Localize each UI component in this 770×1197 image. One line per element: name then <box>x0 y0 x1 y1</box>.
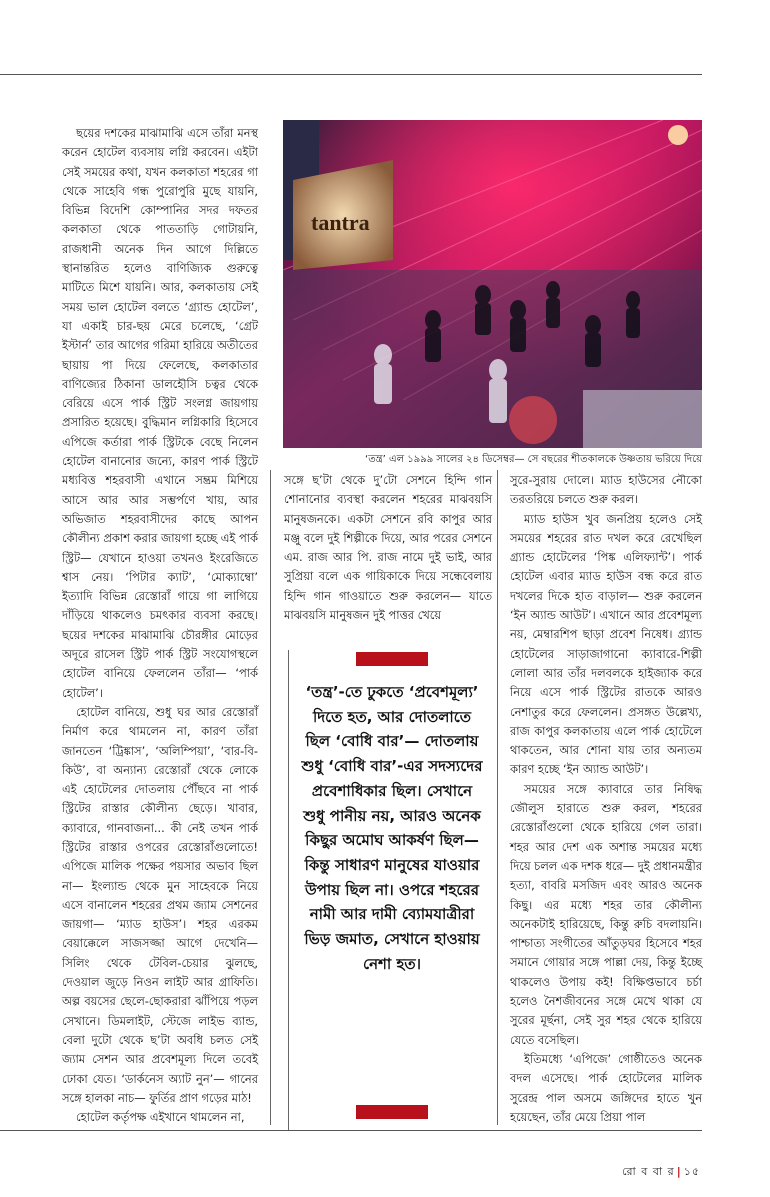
paragraph: হোটেল কর্তৃপক্ষ এইখানে থামলেন না, <box>76 1110 245 1125</box>
paragraph: সময়ের সঙ্গে ক্যাবারে তার নিষিদ্ধ জৌলুস হারাতে শুরু করল, শহরের রেস্তোরাঁগুলো থেকে হারিয়ে গেল তারা। শহর আর দেশ এক অশান্ত সময়ের মধ্যে দিয়ে চলল এক দশক ধরে— দুই প্রধানমন্ত্রীর হত্যা, বাবরি মসজিদ এবং আরও অনেক কিছু। এর মধ্যে শহর তার কৌলীন্য অনেকটাই হারিয়েছে, কিন্তু রুচি বদলায়নি। পাশ্চাত্য সংগীতের আঁতুড়ঘর হিসেবে শহর সমানে গোয়ার সঙ্গে পাল্লা দেয়, কিন্তু ইচ্ছে থাকলেও উপায় কই! বিক্ষিপ্তভাবে চর্চা হলেও নৈশজীবনের সঙ্গে মেখে থাকা যে সুরের মূর্ছনা, সেই সুর শহর থেকে হারিয়ে যেতে বসেছিল। <box>510 781 702 1047</box>
article-column-3 <box>510 471 702 1127</box>
page-number: ১৫ <box>683 1165 700 1178</box>
paragraph: সঙ্গে ছ’টা থেকে দু’টো সেশনে হিন্দি গান শোনানোর ব্যবস্থা করলেন শহরের মাঝবয়সি মানুষজনকে। একটা সেশনে রবি কাপুর আর মঞ্জু বলে দুই শিল্পীকে দিয়ে, আর পরের সেশনে এম. রাজ আর পি. রাজ নামে দুই ভাই, আর সুপ্রিয়া বলে এক গায়িকাকে দিয়ে সন্ধেবেলায় হিন্দি গান গাওয়াতে শুরু করলেন— যাতে মাঝবয়সি মানুষজন দুই পাত্তর খেয়ে <box>284 473 492 623</box>
photo-caption: ‘তন্ত্র’ এল ১৯৯৯ সালের ২৪ ডিসেম্বর— সে বছরের শীতকালকে উষ্ণতায় ভরিয়ে দিয়ে <box>365 454 702 465</box>
magazine-name: রো ব বা র <box>622 1165 675 1178</box>
footer-separator: | <box>676 1165 682 1178</box>
column-divider <box>270 470 271 1125</box>
paragraph: সুরে-সুরায় দোলে। ম্যাড হাউসের নৌকো তরতরিয়ে চলতে শুরু করল। <box>510 473 702 507</box>
tantra-sign: tantra <box>311 210 370 235</box>
paragraph: হোটেল বানিয়ে, শুধু ঘর আর রেস্তোরাঁ নির্মাণ করে থামলেন না, কারণ তাঁরা জানতেন ‘ট্রিঙ্কাস’, ‘অলিম্পিয়া’, ‘বার-বি-কিউ’, বা অন্যান্য রেস্তোরাঁ থেকে লোকে এই হোটেলের দোতলায় পৌঁছবে না পার্ক স্ট্রিটের রাস্তার কৌলীন্য ছেড়ে। খাবার, ক্যাবারে, গানবাজনা... কী নেই তখন পার্ক স্ট্রিটের রাস্তার ওপরের রেস্তোরাঁগুলোতে! এপিজে মালিক পক্ষের পয়সার অভাব ছিল না— ইংল্যান্ড থেকে মুন সাহেবকে নিয়ে এসে বানালেন শহরের প্রথম জ্যাম সেশনের জায়গা— ‘ম্যাড হাউস’। শহর এরকম বেয়াক্কেলে সাজসজ্জা আগে দেখেনি— সিলিং থেকে টেবিল-চেয়ার ঝুলছে, দেওয়াল জুড়ে নিওন লাইট আর গ্রাফিতি। অল্প বয়সের ছেলে-ছোকরারা ঝাঁপিয়ে পড়ল সেখানে। ডিমলাইট, স্টেজে লাইভ ব্যান্ড, বেলা দুটো থেকে ছ’টা অবধি চলত সেই জ্যাম সেশন আর প্রবেশমূল্য দিলে তবেই ঢোকা যেত। ‘ডার্কনেস অ্যাট নুন’— গানের সঙ্গে হালকা নাচ— ফুর্তির প্রাণ গড়ের মাঠ! <box>62 704 258 1105</box>
pullquote-top-bar <box>356 652 428 666</box>
paragraph: ছয়ের দশকের মাঝামাঝি এসে তাঁরা মনস্থ করেন হোটেল ব্যবসায় লগ্নি করবেন। এইটা সেই সময়ের কথা, যখন কলকাতা শহরের গা থেকে সাহেবি গন্ধ পুরোপুরি মুছে যায়নি, বিভিন্ন বিদেশি কোম্পানির সদর দফতর কলকাতা থেকে পাততাড়ি গোটায়নি, রাজধানী অনেক দিন আগে দিল্লিতে স্থানান্তরিত হলেও বাণিজ্যিক গুরুত্বে মাটিতে মিশে যায়নি। আর, কলকাতায় সেই সময় ভাল হোটেল বলতে ‘গ্র্যান্ড হোটেল’, যা একাই চার-ছয় মেরে চলেছে, ‘গ্রেট ইস্টার্ন’ তার আগের গরিমা হারিয়ে অতীতের ছায়ায় পা দিয়ে ফেলেছে, কলকাতার বাণিজ্যের ঠিকানা ডালহৌসি চত্বর থেকে বেরিয়ে এসে পার্ক স্ট্রিট সংলগ্ন জায়গায় প্রসারিত হয়েছে। বুদ্ধিমান লগ্নিকারি হিসেবে এপিজে কর্তারা পার্ক স্ট্রিটকে বেছে নিলেন হোটেল বানানোর জন্যে, কারণ পার্ক স্ট্রিটে মধ্যবিত্ত শহরবাসী এখানে সম্ভ্রম মিশিয়ে আসে আর আর সম্ভর্পণে খায়, আর অভিজাত শহরবাসীদের কাছে আপন কৌলীন্য প্রকাশ করার জায়গা হচ্ছে এই পার্ক স্ট্রিট— যেখানে হাওয়া তখনও ইংরেজিতে শ্বাস নেয়। ‘পিটার ক্যাট’, ‘মোক্যাম্বো’ ইত্যাদি বিভিন্ন রেস্তোরাঁ গায়ে গা লাগিয়ে দাঁড়িয়ে থাকলেও চমৎকার ব্যবসা করছে। ছয়ের দশকের মাঝামাঝি চৌরঙ্গীর মোড়ের অদূরে রাসেল স্ট্রিট পার্ক স্ট্রিট সংযোগস্থলে হোটেল বানিয়ে ফেললেন তাঁরা— ‘পার্ক হোটেল’। <box>62 126 258 700</box>
nightclub-photo <box>283 120 702 448</box>
article-column-2 <box>284 471 492 625</box>
pull-quote: ‘তন্ত্র’-তে ঢুকতে ‘প্রবেশমূল্য’ দিতে হত, আর দোতলাতে ছিল ‘বোধি বার’— দোতলায় শুধু ‘বোধি বার’-এর সদস্যদের প্রবেশাধিকার ছিল। সেখানে শুধু পানীয় নয়, আরও অনেক কিছুর অমোঘ আকর্ষণ ছিল— কিন্তু সাধারণ মানুষের যাওয়ার উপায় ছিল না। ওপরে শহরের নামী আর দামী ব্যোমযাত্রীরা ভিড় জমাত, সেখানে হাওয়ায় নেশা হত। <box>301 683 483 973</box>
column-divider <box>497 470 498 1125</box>
paragraph: ইতিমধ্যে ‘এপিজে’ গোষ্ঠীতেও অনেক বদল এসেছে। পার্ক হোটেলের মালিক সুরেন্দ্র পাল অসমে জঙ্গিদের হাতে খুন হয়েছেন, তাঁর মেয়ে প্রিয়া পাল <box>510 1051 702 1124</box>
pullquote-border <box>288 650 289 1130</box>
paragraph: ম্যাড হাউস খুব জনপ্রিয় হলেও সেই সময়ের শহরের রাত দখল করে রেখেছিল গ্র্যান্ড হোটেলের ‘পিঙ্ক এলিফ্যান্ট’। পার্ক হোটেল এবার ম্যাড হাউস বন্ধ করে রাত দখলের দিকে হাত বাড়াল— শুরু করলেন ‘ইন অ্যান্ড আউট’। এখানে আর প্রবেশমূল্য নয়, মেম্বারশিপ ছাড়া প্রবেশ নিষেধ। গ্র্যান্ড হোটেলের সাড়াজাগানো ক্যাবারে-শিল্পী লোলা আর তাঁর দলবলকে হাইজ্যাক করে নিয়ে এসে পার্ক স্ট্রিটের রাতকে আরও নেশাতুর করে ফেললেন। প্রসঙ্গত উল্লেখ্য, রাজ কাপুর কলকাতায় এলে পার্ক হোটেলে থাকতেন, আর শোনা যায় তার অন্যতম কারণ হচ্ছে ‘ইন অ্যান্ড আউট’। <box>510 511 702 777</box>
page-footer <box>622 1163 700 1182</box>
article-column-1 <box>62 124 258 1127</box>
bottom-rule <box>0 1130 702 1131</box>
pullquote-bottom-bar <box>356 1105 428 1119</box>
top-rule <box>0 74 702 75</box>
